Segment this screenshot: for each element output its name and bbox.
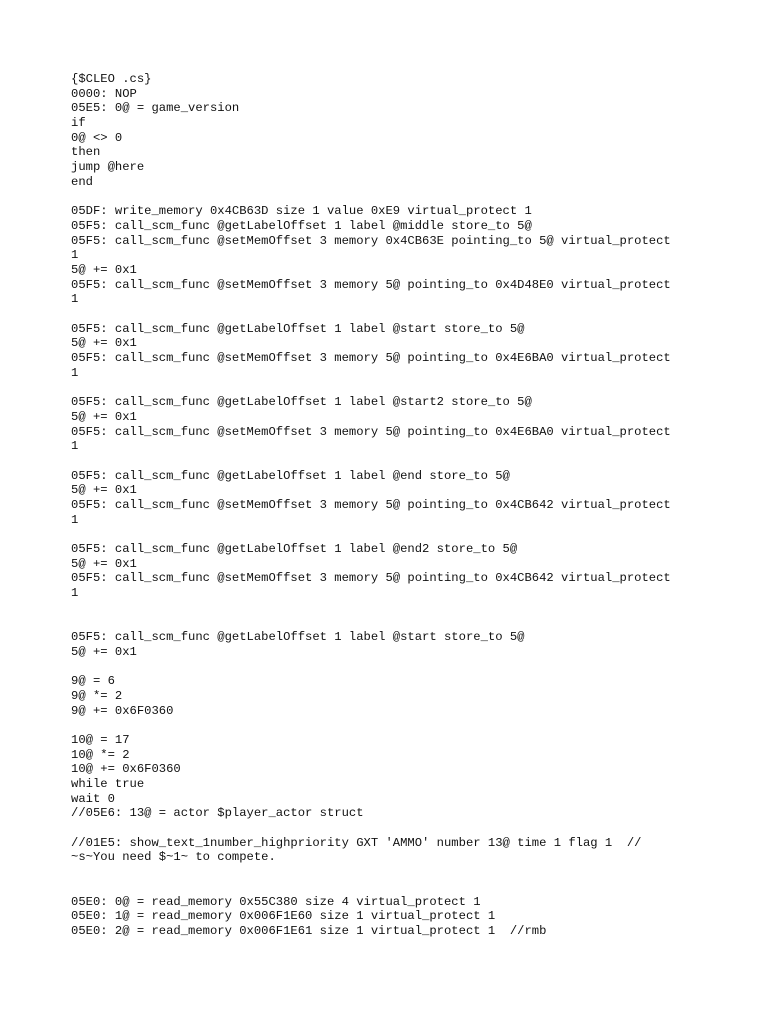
code-line: 05F5: call_scm_func @setMemOffset 3 memory 5@ pointing_to 0x4CB642 virtual_protect (71, 571, 671, 586)
blank-line (71, 821, 751, 836)
code-line: 9@ *= 2 (71, 688, 123, 703)
code-line: 05F5: call_scm_func @getLabelOffset 1 label @middle store_to 5@ (71, 218, 532, 233)
code-line: 05F5: call_scm_func @getLabelOffset 1 label @start store_to 5@ (71, 630, 525, 645)
code-line: jump @here (71, 160, 145, 175)
code-line: 10@ += 0x6F0360 (71, 762, 181, 777)
code-line: 1 (71, 439, 79, 454)
code-line: 05F5: call_scm_func @getLabelOffset 1 label @end store_to 5@ (71, 468, 510, 483)
code-line: 1 (71, 586, 79, 601)
code-line: 5@ += 0x1 (71, 644, 137, 659)
code-line: 05F5: call_scm_func @setMemOffset 3 memory 5@ pointing_to 0x4CB642 virtual_protect (71, 497, 671, 512)
blank-line (71, 307, 751, 322)
blank-line (71, 601, 751, 616)
code-line: 05DF: write_memory 0x4CB63D size 1 value 0xE9 virtual_protect 1 (71, 204, 532, 219)
code-line: 05F5: call_scm_func @setMemOffset 3 memory 5@ pointing_to 0x4D48E0 virtual_protect (71, 277, 671, 292)
code-line: 0000: NOP (71, 86, 137, 101)
code-line: end (71, 174, 93, 189)
code-line: 05F5: call_scm_func @getLabelOffset 1 label @end2 store_to 5@ (71, 542, 518, 556)
blank-line (71, 880, 751, 895)
blank-line (71, 718, 751, 733)
code-line: 1 (71, 292, 79, 307)
code-document (71, 72, 751, 939)
code-line: {$CLEO .cs} (71, 72, 152, 86)
code-line: 05F5: call_scm_func @setMemOffset 3 memory 5@ pointing_to 0x4E6BA0 virtual_protect (71, 424, 671, 439)
code-line: 05F5: call_scm_func @getLabelOffset 1 label @start store_to 5@ (71, 321, 525, 336)
code-line: //01E5: show_text_1number_highpriority GXT 'AMMO' number 13@ time 1 flag 1 // (71, 835, 642, 850)
blank-line (71, 660, 751, 675)
code-line: 10@ *= 2 (71, 747, 130, 762)
blank-line (71, 454, 751, 469)
code-line: //05E6: 13@ = actor $player_actor struct (71, 806, 364, 821)
blank-line (71, 615, 751, 630)
code-line: 5@ += 0x1 (71, 556, 137, 571)
code-line: if (71, 116, 86, 131)
blank-line (71, 527, 751, 542)
blank-line (71, 380, 751, 395)
code-line: 5@ += 0x1 (71, 483, 137, 498)
code-line: 1 (71, 365, 79, 380)
code-line: 05E5: 0@ = game_version (71, 101, 240, 116)
code-line: 05E0: 0@ = read_memory 0x55C380 size 4 virtual_protect 1 (71, 894, 481, 909)
code-line: 5@ += 0x1 (71, 409, 137, 424)
code-line: 5@ += 0x1 (71, 262, 137, 277)
code-line: 05E0: 2@ = read_memory 0x006F1E61 size 1 virtual_protect 1 //rmb (71, 923, 547, 938)
code-line: 10@ = 17 (71, 732, 130, 747)
code-line: ~s~You need $~1~ to compete. (71, 850, 276, 865)
code-line: 05F5: call_scm_func @setMemOffset 3 memory 0x4CB63E pointing_to 5@ virtual_protect (71, 233, 671, 248)
code-line: then (71, 145, 101, 160)
code-line: while true (71, 777, 145, 791)
code-line: 9@ = 6 (71, 674, 115, 689)
code-line: 05E0: 1@ = read_memory 0x006F1E60 size 1 virtual_protect 1 (71, 909, 496, 924)
code-line: 9@ += 0x6F0360 (71, 703, 174, 718)
code-line: 0@ <> 0 (71, 130, 123, 145)
code-line: 05F5: call_scm_func @setMemOffset 3 memory 5@ pointing_to 0x4E6BA0 virtual_protect (71, 351, 671, 366)
code-line: 05F5: call_scm_func @getLabelOffset 1 label @start2 store_to 5@ (71, 395, 532, 410)
blank-line (71, 865, 751, 880)
code-line: wait 0 (71, 791, 115, 806)
blank-line (71, 190, 751, 205)
code-line: 5@ += 0x1 (71, 336, 137, 351)
code-line: 1 (71, 512, 79, 527)
code-line: 1 (71, 248, 79, 263)
